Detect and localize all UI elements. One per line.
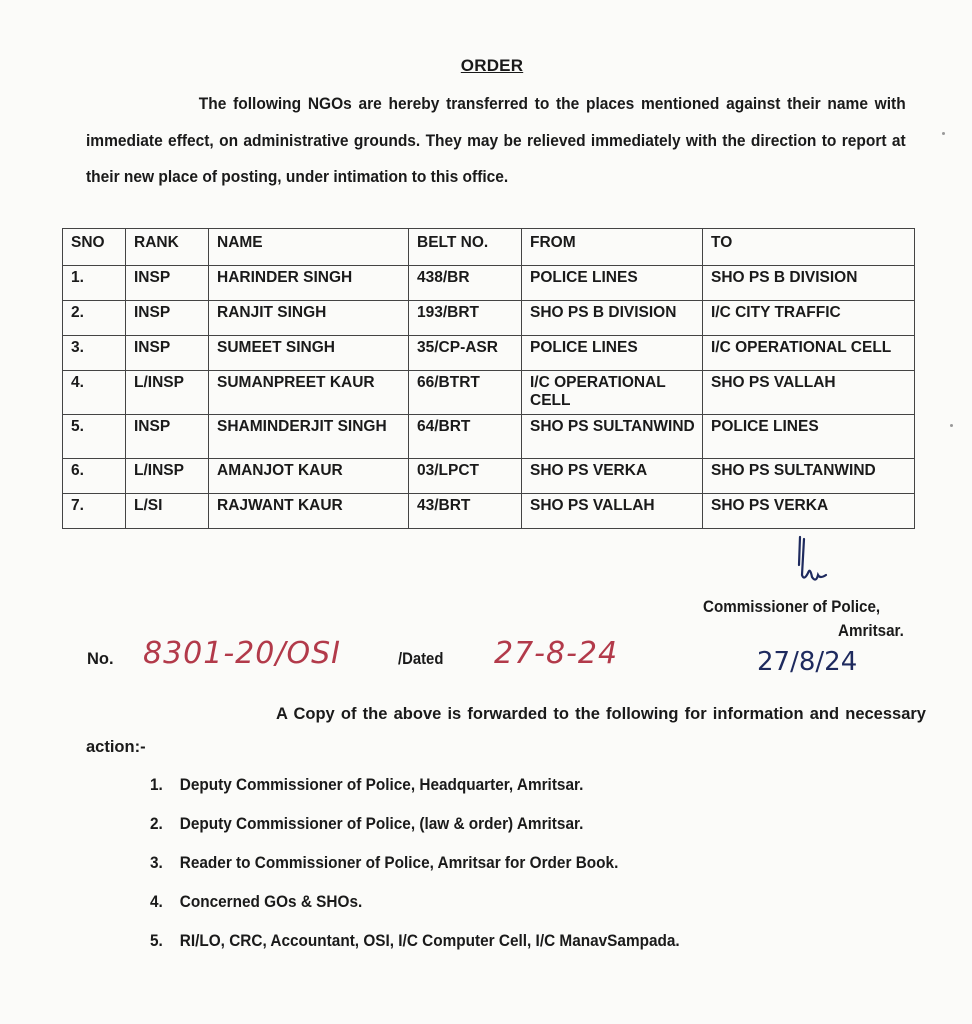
cell-sno: 6. xyxy=(63,459,126,494)
cell-belt: 66/BTRT xyxy=(409,371,522,415)
list-item: 2. Deputy Commissioner of Police, (law & order) Amritsar. xyxy=(150,815,584,833)
cell-to: POLICE LINES xyxy=(703,415,915,459)
paper-speck xyxy=(942,132,945,135)
recipient-text: Concerned GOs & SHOs. xyxy=(179,893,363,911)
reference-no-value: 8301-20/OSI xyxy=(143,636,341,671)
cell-rank: INSP xyxy=(126,301,209,336)
cell-from: POLICE LINES xyxy=(522,266,703,301)
cell-to: SHO PS VERKA xyxy=(703,494,915,529)
cell-belt: 193/BRT xyxy=(409,301,522,336)
order-intro-paragraph: The following NGOs are hereby transferred to the places mentioned against their name with immediate effect, on administrative grounds. They may be relieved immediately with the direction to report at their new place of posting, under intimation to this office. xyxy=(86,95,906,186)
cell-rank: INSP xyxy=(126,336,209,371)
cell-name: HARINDER SINGH xyxy=(209,266,409,301)
transfer-table xyxy=(62,228,915,529)
signatory-designation: Commissioner of Police, xyxy=(703,598,881,616)
cell-sno: 7. xyxy=(63,494,126,529)
cell-from: POLICE LINES xyxy=(522,336,703,371)
recipient-text: Reader to Commissioner of Police, Amritsar for Order Book. xyxy=(179,854,619,872)
cell-name: RANJIT SINGH xyxy=(209,301,409,336)
cell-to: SHO PS VALLAH xyxy=(703,371,915,415)
cell-to: SHO PS SULTANWIND xyxy=(703,459,915,494)
list-item: 5. RI/LO, CRC, Accountant, OSI, I/C Computer Cell, I/C ManavSampada. xyxy=(150,932,680,950)
list-item: 3. Reader to Commissioner of Police, Amritsar for Order Book. xyxy=(150,854,619,872)
reference-no-label: No. xyxy=(87,650,114,668)
copy-forward-paragraph: A Copy of the above is forwarded to the following for information and necessary action:- xyxy=(86,705,926,756)
header-rank: RANK xyxy=(126,229,209,266)
cell-belt: 35/CP-ASR xyxy=(409,336,522,371)
cell-name: SUMANPREET KAUR xyxy=(209,371,409,415)
header-sno: SNO xyxy=(63,229,126,266)
cell-from: SHO PS SULTANWIND xyxy=(522,415,703,459)
cell-belt: 438/BR xyxy=(409,266,522,301)
reference-dated-label: /Dated xyxy=(398,650,444,668)
order-title: ORDER xyxy=(460,56,524,75)
recipient-text: Deputy Commissioner of Police, (law & order) Amritsar. xyxy=(179,815,584,833)
table-row xyxy=(63,459,915,494)
list-item: 1. Deputy Commissioner of Police, Headquarter, Amritsar. xyxy=(150,776,584,794)
cell-sno: 1. xyxy=(63,266,126,301)
cell-name: SHAMINDERJIT SINGH xyxy=(209,415,409,459)
table-row xyxy=(63,301,915,336)
cell-rank: INSP xyxy=(126,266,209,301)
cell-rank: INSP xyxy=(126,415,209,459)
table-row xyxy=(63,415,915,459)
list-item: 4. Concerned GOs & SHOs. xyxy=(150,893,363,911)
signature-date: 27/8/24 xyxy=(757,647,858,677)
cell-to: I/C CITY TRAFFIC xyxy=(703,301,915,336)
cell-sno: 2. xyxy=(63,301,126,336)
cell-rank: L/INSP xyxy=(126,459,209,494)
table-row xyxy=(63,371,915,415)
table-row xyxy=(63,494,915,529)
table-row xyxy=(63,336,915,371)
signatory-city: Amritsar. xyxy=(838,622,904,640)
table-header-row xyxy=(63,229,915,266)
table-row xyxy=(63,266,915,301)
cell-from: SHO PS B DIVISION xyxy=(522,301,703,336)
header-to: TO xyxy=(703,229,915,266)
cell-to: I/C OPERATIONAL CELL xyxy=(703,336,915,371)
recipient-text: Deputy Commissioner of Police, Headquarter, Amritsar. xyxy=(179,776,584,794)
cell-from: I/C OPERATIONAL CELL xyxy=(522,371,703,415)
cell-belt: 64/BRT xyxy=(409,415,522,459)
cell-from: SHO PS VALLAH xyxy=(522,494,703,529)
cell-rank: L/SI xyxy=(126,494,209,529)
reference-dated-value: 27-8-24 xyxy=(494,636,619,671)
header-belt-no: BELT NO. xyxy=(409,229,522,266)
cell-sno: 5. xyxy=(63,415,126,459)
cell-belt: 43/BRT xyxy=(409,494,522,529)
paper-speck xyxy=(950,424,953,427)
cell-name: SUMEET SINGH xyxy=(209,336,409,371)
cell-name: AMANJOT KAUR xyxy=(209,459,409,494)
cell-sno: 3. xyxy=(63,336,126,371)
copy-recipient-list xyxy=(150,770,720,965)
cell-to: SHO PS B DIVISION xyxy=(703,266,915,301)
cell-name: RAJWANT KAUR xyxy=(209,494,409,529)
signature-icon xyxy=(790,535,850,605)
header-from: FROM xyxy=(522,229,703,266)
cell-rank: L/INSP xyxy=(126,371,209,415)
cell-from: SHO PS VERKA xyxy=(522,459,703,494)
recipient-text: RI/LO, CRC, Accountant, OSI, I/C Computer Cell, I/C ManavSampada. xyxy=(179,932,680,950)
cell-sno: 4. xyxy=(63,371,126,415)
header-name: NAME xyxy=(209,229,409,266)
cell-belt: 03/LPCT xyxy=(409,459,522,494)
